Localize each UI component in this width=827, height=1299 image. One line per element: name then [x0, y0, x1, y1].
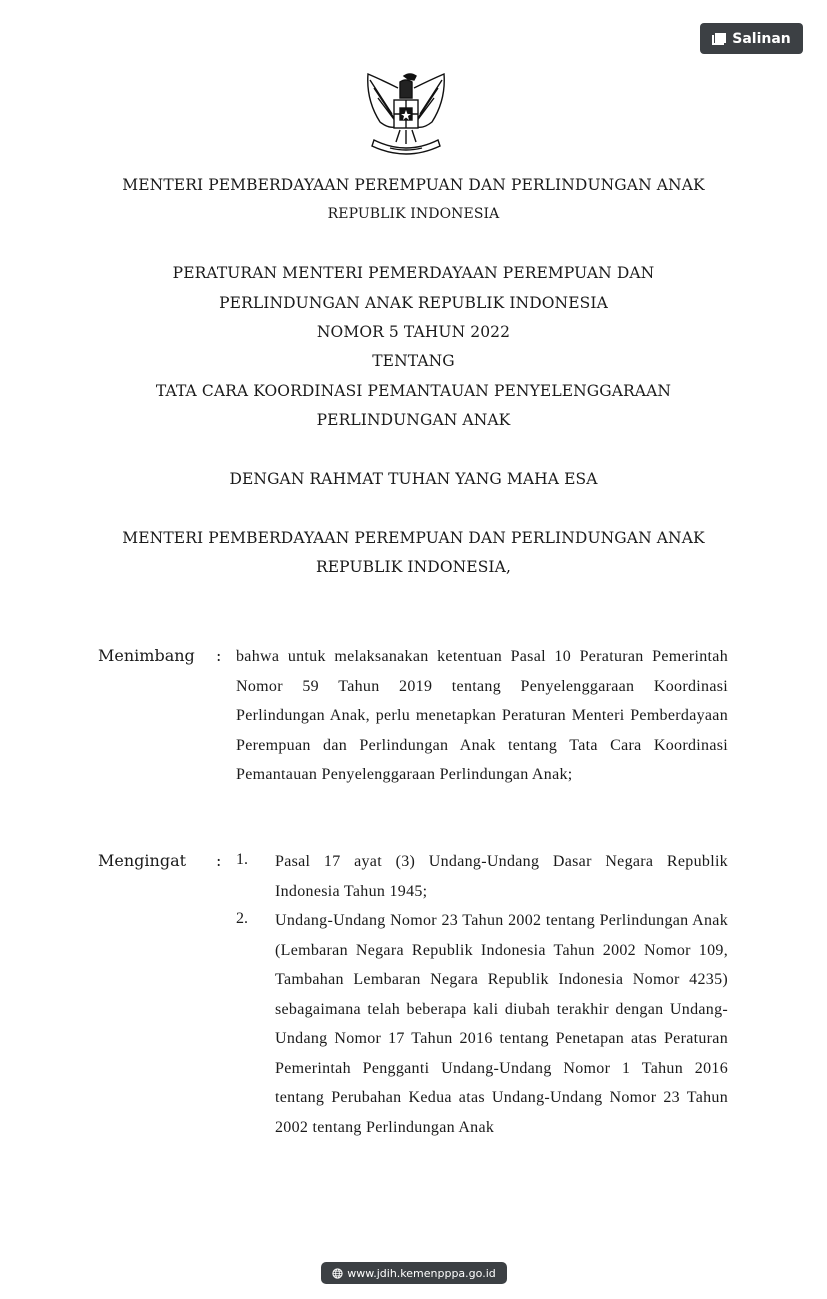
salinan-label: Salinan	[732, 30, 791, 47]
website-link[interactable]	[321, 1262, 507, 1284]
title-line-3: NOMOR 5 TAHUN 2022	[316, 323, 511, 341]
title-line-1: PERATURAN MENTERI PEMERDAYAAN PEREMPUAN DAN	[172, 264, 655, 282]
title-line-4: TENTANG	[372, 352, 455, 370]
folder-icon	[712, 33, 726, 45]
menimbang-colon: :	[216, 646, 222, 665]
issuer-line1: MENTERI PEMBERDAYAAN PEREMPUAN DAN PERLINDUNGAN ANAK	[122, 529, 705, 547]
menimbang-text: bahwa untuk melaksanakan ketentuan Pasal 10 Peraturan Pemerintah Nomor 59 Tahun 2019 tentang Penyelenggaraan Koordinasi Perlindungan Anak, perlu menetapkan Peraturan Menteri Pemberdayaan Perempuan dan Perlindungan Anak tentang Tata Cara Koordinasi Pemantauan Penyelenggaraan Perlindungan Anak;	[236, 648, 728, 783]
mengingat-item-2-number: 2.	[236, 910, 248, 927]
blessing-text: DENGAN RAHMAT TUHAN YANG MAHA ESA	[229, 470, 598, 488]
title-line-2: PERLINDUNGAN ANAK REPUBLIK INDONESIA	[219, 294, 608, 312]
title-line-5: TATA CARA KOORDINASI PEMANTAUAN PENYELENGGARAAN	[155, 382, 672, 400]
website-label: www.jdih.kemenpppa.go.id	[347, 1266, 496, 1280]
mengingat-item-2-text: Undang-Undang Nomor 23 Tahun 2002 tentang Perlindungan Anak (Lembaran Negara Republik Indonesia Tahun 2002 Nomor 109, Tambahan Lembaran Negara Republik Indonesia Nomor 4235) sebagaimana telah beberapa kali diubah terakhir dengan Undang-Undang Nomor 17 Tahun 2016 tentang Penetapan atas Peraturan Pemerintah Pengganti Undang-Undang Nomor 1 Tahun 2016 tentang Perubahan Kedua atas Undang-Undang Nomor 23 Tahun 2002 tentang Perlindungan Anak	[275, 912, 728, 1136]
garuda-emblem-icon	[360, 70, 452, 162]
title-line-6: PERLINDUNGAN ANAK	[316, 411, 511, 429]
issuer-line2: REPUBLIK INDONESIA,	[316, 558, 511, 576]
ministry-line2: REPUBLIK INDONESIA	[327, 206, 500, 222]
mengingat-label: Mengingat	[98, 851, 187, 870]
mengingat-colon: :	[216, 851, 222, 870]
salinan-button[interactable]	[700, 23, 803, 54]
menimbang-label: Menimbang	[98, 646, 195, 665]
mengingat-item-1-text: Pasal 17 ayat (3) Undang-Undang Dasar Negara Republik Indonesia Tahun 1945;	[275, 853, 728, 900]
globe-icon	[332, 1268, 343, 1279]
ministry-line1: MENTERI PEMBERDAYAAN PEREMPUAN DAN PERLINDUNGAN ANAK	[122, 176, 705, 194]
mengingat-item-1-number: 1.	[236, 851, 248, 868]
